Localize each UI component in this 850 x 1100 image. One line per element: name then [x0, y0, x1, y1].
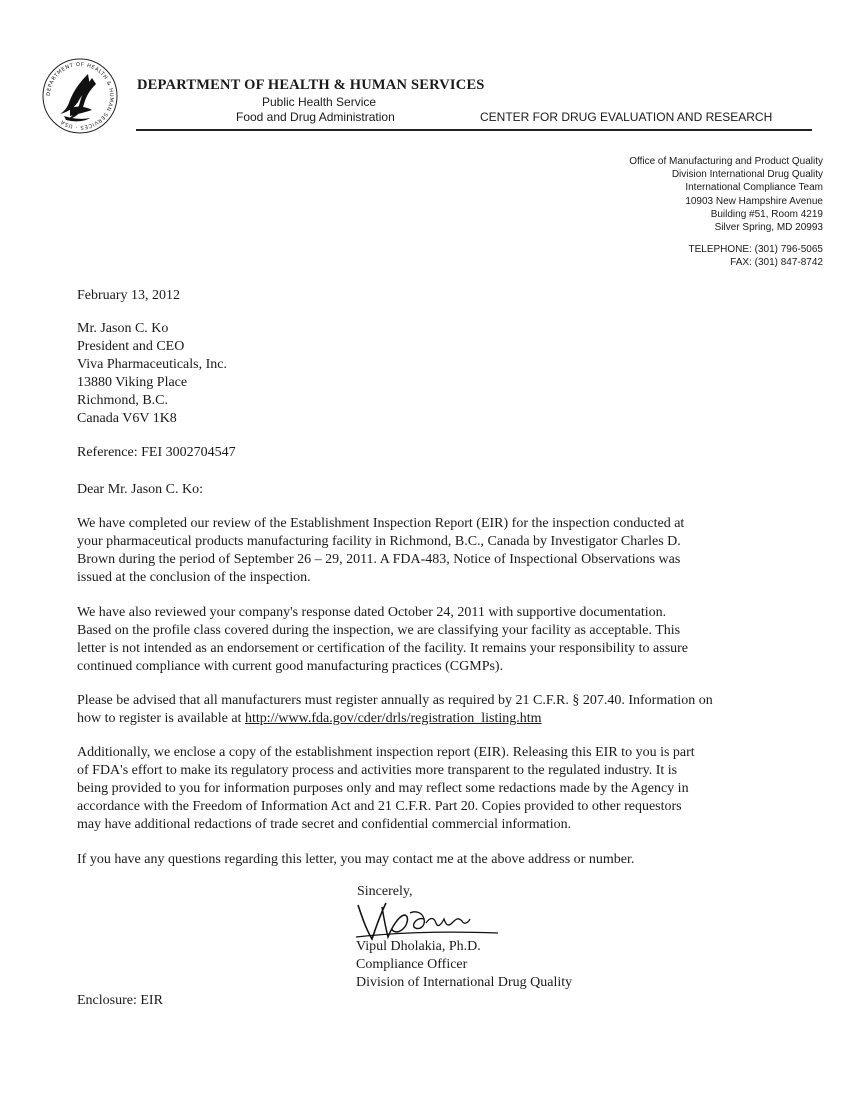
salutation: Dear Mr. Jason C. Ko:	[77, 482, 203, 497]
paragraph-line: letter is not intended as an endorsement or certification of the facility. It remains your responsibility to assure	[77, 641, 689, 656]
contact-numbers	[688, 243, 823, 269]
paragraph-line: being provided to you for information purposes only and may reflect some redactions made by the Agency in	[77, 781, 689, 796]
paragraph-line: Based on the profile class covered during the inspection, we are classifying your facility as acceptable. This	[77, 623, 681, 638]
office-line: 10903 New Hampshire Avenue	[685, 195, 823, 207]
paragraph-line: accordance with the Freedom of Information Act and 21 C.F.R. Part 20. Copies provided to other requestors	[77, 799, 682, 814]
paragraph-line: Please be advised that all manufacturers must register annually as required by 21 C.F.R. § 207.40. Information on	[77, 693, 713, 708]
paragraph-registration	[77, 692, 777, 728]
signer-division: Division of International Drug Quality	[356, 975, 573, 990]
paragraph-line: may have additional redactions of trade secret and confidential commercial information.	[77, 817, 572, 832]
recipient-line: Canada V6V 1K8	[77, 411, 177, 426]
paragraph-line	[77, 710, 777, 728]
paragraph-line: We have completed our review of the Establishment Inspection Report (EIR) for the inspection conducted at	[77, 516, 685, 531]
center-name: CENTER FOR DRUG EVALUATION AND RESEARCH	[480, 110, 773, 124]
svg-text:DEPARTMENT OF HEALTH & HUMAN S: DEPARTMENT OF HEALTH & HUMAN SERVICES · USA	[45, 61, 115, 131]
office-line: Division International Drug Quality	[671, 169, 823, 181]
paragraph-line: Additionally, we enclose a copy of the establishment inspection report (EIR). Releasing this EIR to you is part	[77, 745, 695, 760]
signer-name: Vipul Dholakia, Ph.D.	[356, 939, 481, 954]
paragraph-line: continued compliance with current good manufacturing practices (CGMPs).	[77, 659, 504, 674]
recipient-line: Mr. Jason C. Ko	[77, 321, 169, 336]
paragraph-line: We have also reviewed your company's response dated October 24, 2011 with supportive documentation.	[77, 605, 667, 620]
recipient-line: Viva Pharmaceuticals, Inc.	[77, 357, 227, 372]
office-line: Office of Manufacturing and Product Quality	[629, 156, 823, 167]
recipient-line: Richmond, B.C.	[77, 393, 169, 408]
recipient-address	[77, 320, 227, 428]
office-line: Building #51, Room 4219	[710, 208, 823, 220]
office-line: International Compliance Team	[685, 182, 823, 194]
paragraph-eir-enclosure	[77, 744, 777, 834]
department-name: DEPARTMENT OF HEALTH & HUMAN SERVICES	[137, 77, 485, 93]
office-line: Silver Spring, MD 20993	[714, 222, 823, 234]
registration-text: how to register is available at	[77, 711, 245, 726]
reference-line: Reference: FEI 3002704547	[77, 445, 236, 460]
signer-title: Compliance Officer	[356, 957, 468, 972]
registration-link[interactable]: http://www.fda.gov/cder/drls/registration_listing.htm	[244, 711, 542, 726]
recipient-line: 13880 Viking Place	[77, 375, 188, 390]
closing: Sincerely,	[357, 884, 413, 899]
signer-block	[356, 938, 572, 992]
header-rule	[136, 129, 812, 131]
public-health-service: Public Health Service	[262, 95, 377, 109]
paragraph-classification	[77, 604, 777, 676]
paragraph-line: Brown during the period of September 26 – 29, 2011. A FDA-483, Notice of Inspectional Observations was	[77, 552, 681, 567]
paragraph-line: issued at the conclusion of the inspection.	[77, 570, 311, 585]
agency-name: Food and Drug Administration	[236, 110, 395, 124]
paragraph-line: of FDA's effort to make its regulatory process and activities more transparent to the regulated industry. It is	[77, 763, 678, 778]
letter-date: February 13, 2012	[77, 288, 181, 303]
recipient-line: President and CEO	[77, 339, 185, 354]
paragraph-line: your pharmaceutical products manufacturing facility in Richmond, B.C., Canada by Investigator Charles D.	[77, 534, 681, 549]
hhs-seal-logo	[40, 56, 120, 136]
paragraph-contact: If you have any questions regarding this letter, you may contact me at the above address or number.	[77, 852, 635, 867]
paragraph-review	[77, 515, 777, 587]
fax: FAX: (301) 847-8742	[730, 257, 823, 269]
telephone: TELEPHONE: (301) 796-5065	[688, 244, 823, 255]
office-address	[629, 155, 823, 234]
enclosure-line: Enclosure: EIR	[77, 993, 163, 1008]
